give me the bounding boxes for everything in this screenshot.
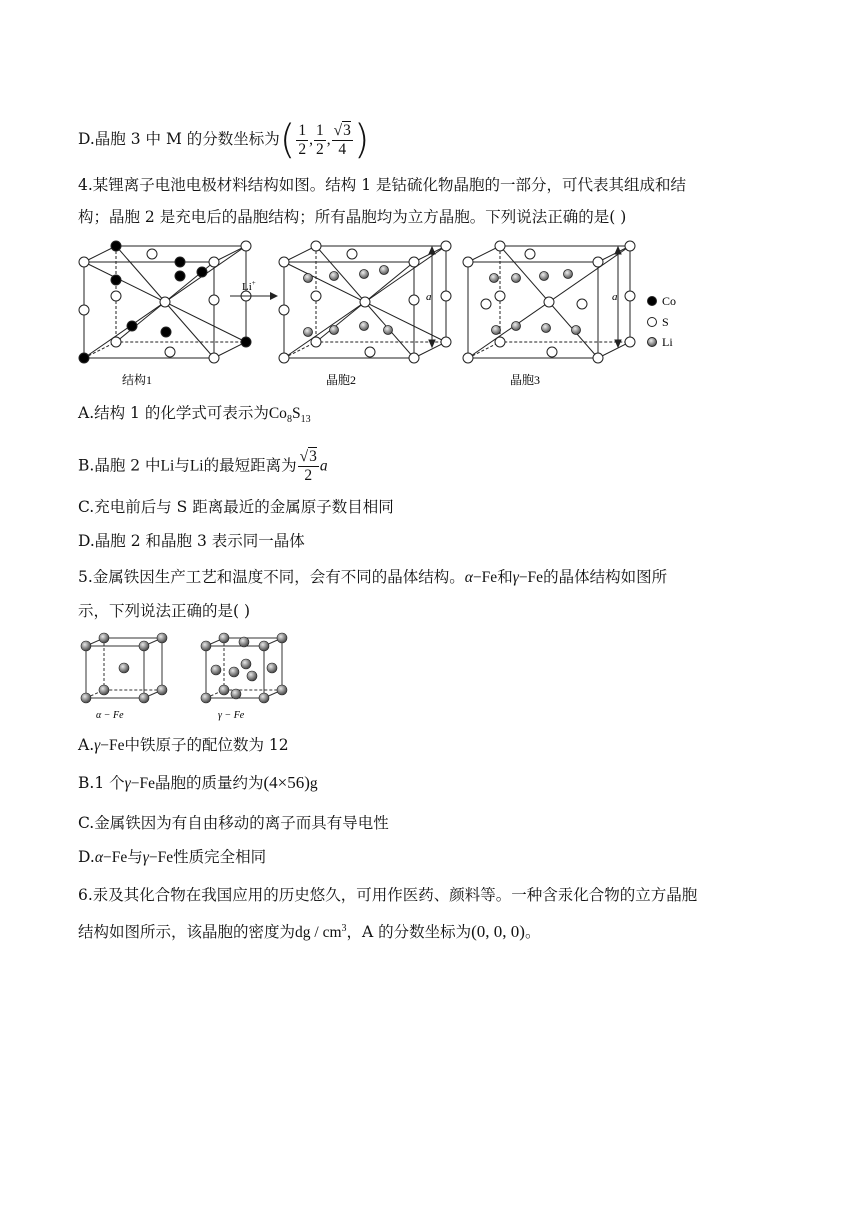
structure-1-label: 结构1 [122, 373, 153, 387]
q3-option-d: D.晶胞 3 中 M 的分数坐标为( $\frac{1}{2}$ , $\frac{1}{2}$ , $\frac{√3}{4}$ ) [78, 117, 370, 163]
legend-li-marker [648, 338, 657, 347]
q4-option-d: D.晶胞 2 和晶胞 3 表示同一晶体 [78, 532, 305, 550]
q5-stem-line1: 5.金属铁因生产工艺和温度不同，会有不同的晶体结构。α−Fe和γ−Fe的晶体结构如图所 [78, 568, 668, 586]
q5-option-c: C.金属铁因为有自由移动的离子而具有导电性 [78, 814, 389, 832]
q5-stem-line2: 示，下列说法正确的是( ) [78, 602, 251, 620]
legend-s-marker [648, 318, 657, 327]
q4-option-b: B.晶胞 2 中Li与Li的最短距离为 $\frac{√3}{2}$ a [78, 448, 328, 484]
legend-co: Co [662, 294, 677, 308]
q4-stem-line2: 构；晶胞 2 是充电后的晶胞结构；所有晶胞均为立方晶胞。下列说法正确的是( ) [78, 208, 627, 226]
li-plus-label: Li+ [242, 279, 256, 293]
cell-2-edge-label: a [426, 291, 432, 303]
gamma-fe-label: γ − Fe [218, 710, 245, 721]
legend-co-marker [648, 297, 657, 306]
q4-stem-line1: 4.某锂离子电池电极材料结构如图。结构 1 是钴硫化物晶胞的一部分，可代表其组成和结 [78, 176, 687, 194]
q5-option-a: A.γ−Fe中铁原子的配位数为 12 [78, 736, 289, 754]
cell-3-edge-label: a [612, 291, 618, 303]
cell-3-label: 晶胞3 [510, 373, 541, 387]
legend-li: Li [662, 335, 673, 349]
q5-option-d: D.α−Fe与γ−Fe性质完全相同 [78, 848, 267, 866]
q5-figure [76, 630, 296, 725]
q3d-text: D.晶胞 3 中 M 的分数坐标为 [78, 130, 280, 148]
q6-stem-line1: 6.汞及其化合物在我国应用的历史悠久，可用作医药、颜料等。一种含汞化合物的立方晶胞 [78, 886, 698, 904]
q4-option-a: A.结构 1 的化学式可表示为$Co_8S_{13}$ [78, 404, 311, 426]
legend-s: S [662, 315, 669, 329]
q4-option-c: C.充电前后与 S 距离最近的金属原子数目相同 [78, 498, 394, 516]
legend [648, 294, 677, 349]
q4-figure [72, 234, 712, 390]
q5-option-b: B.1 个γ−Fe晶胞的质量约为(4×56)g [78, 773, 318, 792]
cell-2-label: 晶胞2 [326, 373, 357, 387]
q6-stem-line2: 结构如图所示，该晶胞的密度为dg / $cm^3$，A 的分数坐标为(0, 0, 0)。 [78, 922, 541, 942]
alpha-fe-label: α − Fe [96, 710, 124, 721]
